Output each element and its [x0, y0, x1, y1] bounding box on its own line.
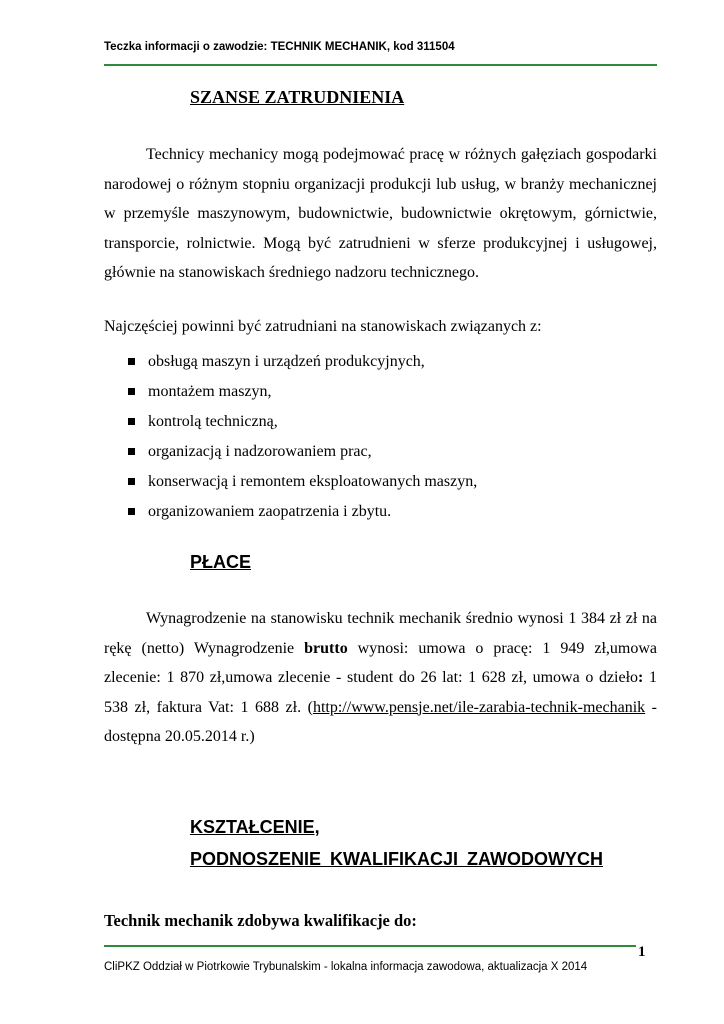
square-bullet-icon — [128, 418, 135, 425]
heading-employment: SZANSE ZATRUDNIENIA — [190, 87, 405, 107]
list-item-text: organizowaniem zaopatrzenia i zbytu. — [148, 503, 392, 520]
header-divider — [104, 64, 657, 66]
square-bullet-icon — [128, 448, 135, 455]
list-item-text: konserwacją i remontem eksploatowanych maszyn, — [148, 473, 478, 490]
salary-text-4: - dostępna 20.05.2014 r.) — [104, 698, 658, 745]
heading-salary: PŁACE — [190, 552, 252, 572]
salary-paragraph — [104, 604, 657, 752]
salary-text-1: Wynagrodzenie na stanowisku technik mechanik średnio wynosi 1 384 zł zł na rękę (netto) Wynagrodzenie — [104, 610, 657, 657]
list-item — [104, 497, 657, 527]
list-item-text: montażem maszyn, — [148, 383, 272, 400]
page-footer-text: CliPKZ Oddział w Piotrkowie Trybunalskim - lokalna informacja zawodowa, aktualizacja X 2014 — [104, 961, 588, 973]
page-number: 1 — [638, 944, 646, 960]
list-item-text: organizacją i nadzorowaniem prac, — [148, 443, 372, 460]
square-bullet-icon — [128, 478, 135, 485]
source-link[interactable]: http://www.pensje.net/ile-zarabia-technik-mechanik — [312, 698, 646, 716]
salary-bold-brutto: brutto — [304, 639, 348, 657]
salary-bold-colon: : — [638, 669, 644, 686]
salary-text-3: 1 538 zł, faktura Vat: 1 688 zł. ( — [104, 669, 658, 716]
list-item-text: obsługą maszyn i urządzeń produkcyjnych, — [148, 353, 425, 370]
square-bullet-icon — [128, 508, 135, 515]
square-bullet-icon — [128, 358, 135, 365]
page-header-title: Teczka informacji o zawodzie: TECHNIK MECHANIK, kod 311504 — [104, 41, 455, 53]
footer-divider — [104, 945, 636, 947]
employment-intro: Najczęściej powinni być zatrudniani na stanowiskach związanych z: — [104, 318, 542, 335]
list-item — [104, 467, 657, 497]
list-item — [104, 437, 657, 467]
employment-bullet-list — [104, 347, 657, 527]
list-item — [104, 347, 657, 377]
qualifications-subheading: Technik mechanik zdobywa kwalifikacje do: — [104, 911, 417, 930]
square-bullet-icon — [128, 388, 135, 395]
list-item-text: kontrolą techniczną, — [148, 413, 278, 430]
employment-paragraph: Technicy mechanicy mogą podejmować pracę w różnych gałęziach gospodarki narodowej o różnym stopniu organizacji produkcji lub usług, w branży mechanicznej w przemyśle maszynowym, budownictwie, budownictwie okrętowym, górnictwie, transporcie, rolnictwie. Mogą być zatrudnieni w sferze produkcyjnej i usługowej, głównie na stanowiskach średniego nadzoru technicznego. — [104, 146, 657, 281]
heading-education-line2: PODNOSZENIE KWALIFIKACJI ZAWODOWYCH — [190, 849, 603, 869]
list-item — [104, 377, 657, 407]
list-item — [104, 407, 657, 437]
heading-education-line1: KSZTAŁCENIE, — [190, 817, 320, 837]
salary-text-2: wynosi: umowa o pracę: 1 949 zł,umowa zlecenie: 1 870 zł,umowa zlecenie - student do 26 lat: 1 628 zł, umowa o dzieło — [104, 639, 658, 686]
